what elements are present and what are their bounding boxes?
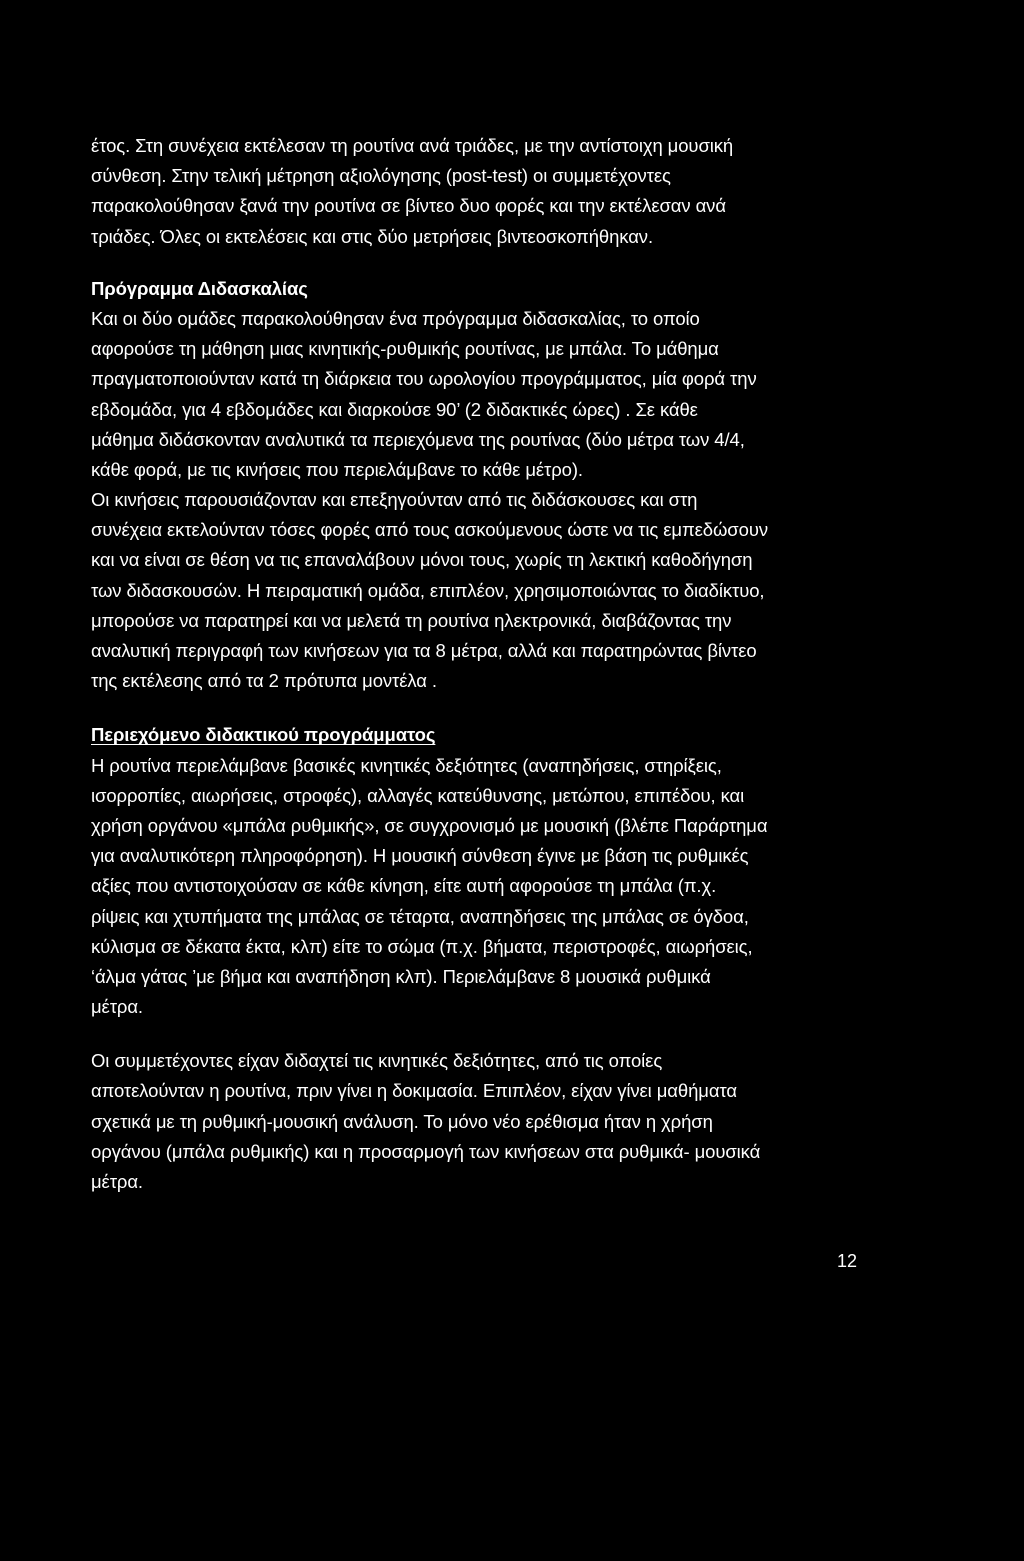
text-line: κάθε φορά, με τις κινήσεις που περιελάμβανε το κάθε μέτρο). (91, 458, 583, 480)
text-line: της εκτέλεσης από τα 2 πρότυπα μοντέλα . (91, 670, 437, 692)
text-line: κύλισμα σε δέκατα έκτα, κλπ) είτε το σώμα (π.χ. βήματα, περιστροφές, αιωρήσεις, (91, 935, 753, 957)
section-program-content (91, 720, 941, 1022)
text-line: έτος. Στη συνέχεια εκτέλεσαν τη ρουτίνα ανά τριάδες, με την αντίστοιχη μουσική (91, 135, 734, 156)
closing-paragraph (91, 1046, 941, 1197)
text-line: ‘άλμα γάτας ’με βήμα και αναπήδηση κλπ). Περιελάμβανε 8 μουσικά ρυθμικά (91, 965, 711, 987)
text-line: τριάδες. Όλες οι εκτελέσεις και στις δύο μετρήσεις βιντεοσκοπήθηκαν. (91, 225, 653, 247)
text-line: Οι συμμετέχοντες είχαν διδαχτεί τις κινητικές δεξιότητες, από τις οποίες (91, 1050, 663, 1072)
text-line: Η ρουτίνα περιελάμβανε βασικές κινητικές δεξιότητες (αναπηδήσεις, στηρίξεις, (91, 754, 722, 776)
text-line: ρίψεις και χτυπήματα της μπάλας σε τέταρτα, αναπηδήσεις της μπάλας σε όγδοα, (91, 905, 749, 927)
page-number: 12 (837, 1251, 858, 1271)
spacer (91, 252, 941, 274)
text-line: μέτρα. (91, 996, 143, 1018)
spacer (91, 696, 941, 720)
text-line: αποτελούνταν η ρουτίνα, πριν γίνει η δοκιμασία. Επιπλέον, είχαν γίνει μαθήματα (91, 1080, 737, 1102)
spacer (91, 1022, 941, 1046)
text-line: για αναλυτικότερη πληροφόρηση). Η μουσική σύνθεση έγινε με βάση τις ρυθμικές (91, 845, 749, 867)
section-heading: Περιεχόμενο διδακτικού προγράμματος (91, 724, 436, 746)
text-line: μπορούσε να παρατηρεί και να μελετά τη ρουτίνα ηλεκτρονικά, διαβάζοντας την (91, 609, 732, 631)
text-line: μάθημα διδάσκονταν αναλυτικά τα περιεχόμενα της ρουτίνας (δύο μέτρα των 4/4, (91, 428, 745, 450)
text-line: εβδομάδα, για 4 εβδομάδες και διαρκούσε 90’ (2 διδακτικές ώρες) . Σε κάθε (91, 398, 698, 420)
text-line: σχετικά με τη ρυθμική-μουσική ανάλυση. Το μόνο νέο ερέθισμα ήταν η χρήση (91, 1110, 713, 1132)
section-heading: Πρόγραμμα Διδασκαλίας (91, 277, 308, 299)
text-line: των διδασκουσών. Η πειραματική ομάδα, επιπλέον, χρησιμοποιώντας το διαδίκτυο, (91, 579, 765, 601)
text-line: αφορούσε τη μάθηση μιας κινητικής-ρυθμικής ρουτίνας, με μπάλα. Το μάθημα (91, 338, 719, 360)
text-line: παρακολούθησαν ξανά την ρουτίνα σε βίντεο δυο φορές και την εκτέλεσαν ανά (91, 195, 726, 217)
text-line: αξίες που αντιστοιχούσαν σε κάθε κίνηση, είτε αυτή αφορούσε τη μπάλα (π.χ. (91, 875, 717, 897)
text-line: και να είναι σε θέση να τις επαναλάβουν μόνοι τους, χωρίς τη λεκτική καθοδήγηση (91, 549, 753, 571)
text-line: ισορροπίες, αιωρήσεις, στροφές), αλλαγές κατεύθυνσης, μετώπου, επιπέδου, και (91, 784, 745, 806)
text-line: οργάνου (μπάλα ρυθμικής) και η προσαρμογή των κινήσεων στα ρυθμικά- μουσικά (91, 1140, 761, 1162)
text-line: Και οι δύο ομάδες παρακολούθησαν ένα πρόγραμμα διδασκαλίας, το οποίο (91, 307, 700, 329)
text-line: μέτρα. (91, 1171, 143, 1192)
text-line: σύνθεση. Στην τελική μέτρηση αξιολόγησης (post-test) οι συμμετέχοντες (91, 165, 671, 187)
text-line: Οι κινήσεις παρουσιάζονταν και επεξηγούνταν από τις διδάσκουσες και στη (91, 489, 698, 511)
intro-paragraph (91, 131, 941, 252)
text-line: χρήση οργάνου «μπάλα ρυθμικής», σε συγχρονισμό με μουσική (βλέπε Παράρτημα (91, 814, 768, 836)
text-line: αναλυτική περιγραφή των κινήσεων για τα 8 μέτρα, αλλά και παρατηρώντας βίντεο (91, 640, 757, 661)
document-body (91, 131, 941, 1197)
text-line: συνέχεια εκτελούνταν τόσες φορές από τους ασκούμενους ώστε να τις εμπεδώσουν (91, 519, 768, 541)
section-teaching-program (91, 274, 941, 697)
text-line: πραγματοποιούνταν κατά τη διάρκεια του ωρολογίου προγράμματος, μία φορά την (91, 368, 757, 390)
